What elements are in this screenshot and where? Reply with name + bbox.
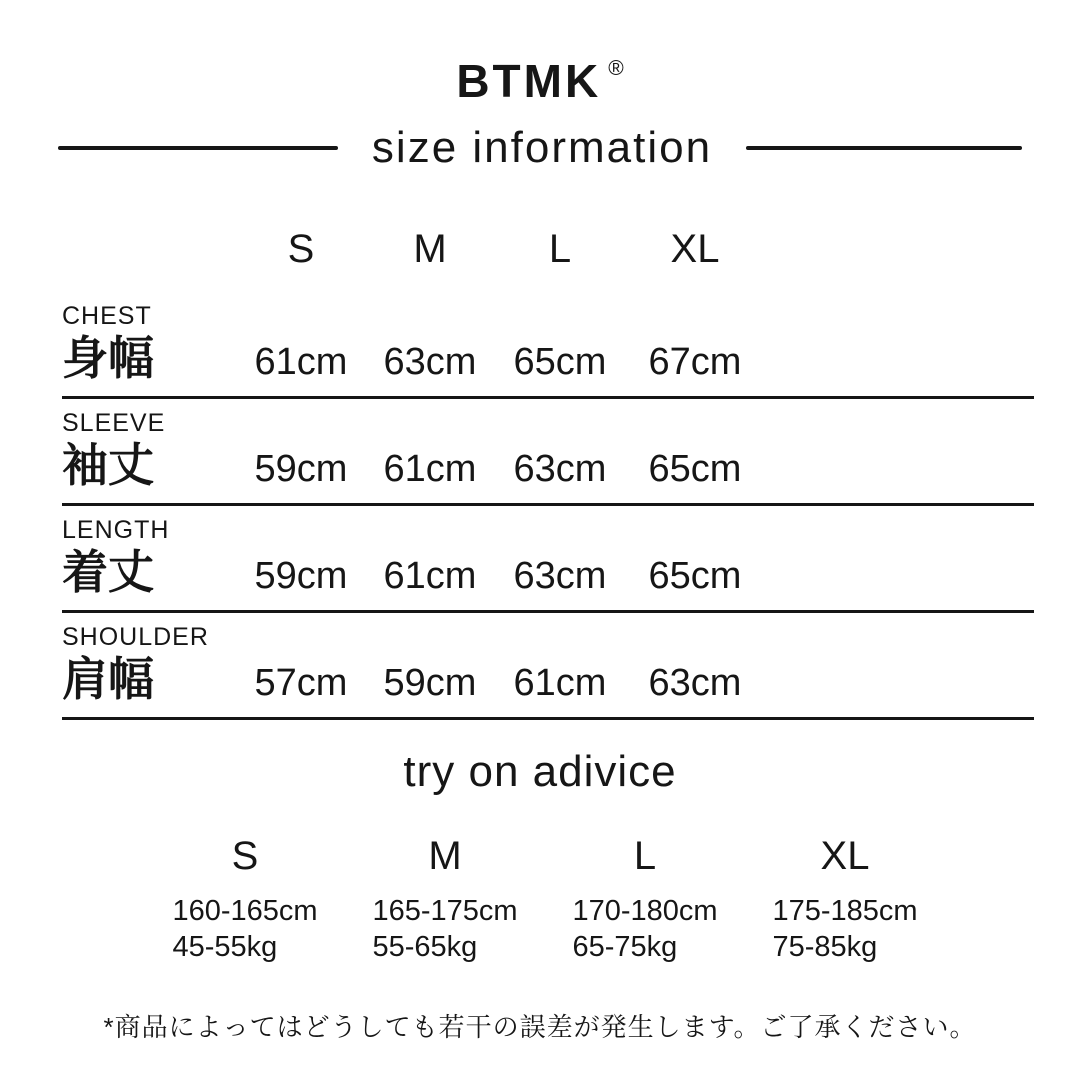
size-value: 59cm (254, 555, 348, 598)
row-label (62, 613, 237, 717)
size-value: 61cm (254, 341, 348, 384)
size-value: 65cm (513, 341, 607, 384)
tryon-block (572, 833, 717, 965)
row-label (62, 506, 237, 610)
size-column-header-s: S (287, 227, 315, 272)
page-title: size information (371, 122, 713, 172)
header-spacer (62, 227, 237, 272)
row-label-en: LENGTH (62, 516, 170, 545)
tryon-column-s (145, 833, 345, 965)
row-label-en: SLEEVE (62, 409, 166, 438)
section-title-row (0, 123, 1080, 174)
tryon-size-label: XL (820, 833, 870, 878)
brand-logo (0, 0, 1080, 107)
row-label (62, 399, 237, 503)
size-value: 67cm (648, 341, 742, 384)
size-column-header-m: M (413, 227, 447, 272)
title-rule-right (746, 146, 1022, 150)
row-filler (765, 506, 1034, 610)
tryon-height: 170-180cm (572, 894, 718, 927)
tryon-size-label: S (231, 833, 259, 878)
tryon-weight: 65-75kg (572, 930, 678, 963)
row-label-jp: 袖丈 (62, 439, 154, 492)
size-value: 63cm (513, 555, 607, 598)
table-row-length (62, 506, 1034, 613)
tryon-title: try on adivice (403, 747, 677, 797)
size-column-header-xl: XL (670, 227, 720, 272)
row-label-en: CHEST (62, 302, 152, 331)
size-table-header (62, 227, 1034, 272)
row-filler (765, 292, 1034, 396)
size-value: 59cm (383, 662, 477, 705)
size-value: 59cm (254, 448, 348, 491)
size-value: 63cm (648, 662, 742, 705)
table-row-chest (62, 292, 1034, 399)
tryon-block (172, 833, 317, 965)
tryon-size-label: L (633, 833, 657, 878)
size-value: 63cm (383, 341, 477, 384)
row-label-jp: 身幅 (62, 332, 154, 385)
size-value: 57cm (254, 662, 348, 705)
tryon-weight: 75-85kg (772, 930, 878, 963)
brand-name: BTMK (456, 55, 602, 107)
tryon-block (372, 833, 517, 965)
row-label (62, 292, 237, 396)
size-value: 63cm (513, 448, 607, 491)
registered-trademark-icon: ® (608, 57, 624, 80)
title-rule-left (58, 146, 338, 150)
tryon-weight: 45-55kg (172, 930, 278, 963)
row-label-en: SHOULDER (62, 623, 209, 652)
tryon-block (772, 833, 917, 965)
table-row-sleeve (62, 399, 1034, 506)
tryon-grid (145, 833, 1080, 965)
size-value: 61cm (513, 662, 607, 705)
size-value: 65cm (648, 555, 742, 598)
row-label-jp: 肩幅 (62, 653, 154, 706)
header-filler (765, 227, 1034, 272)
tryon-height: 175-185cm (772, 894, 918, 927)
row-filler (765, 613, 1034, 717)
tryon-size-label: M (428, 833, 462, 878)
tryon-height: 165-175cm (372, 894, 518, 927)
tryon-column-m (345, 833, 545, 965)
tryon-column-xl (745, 833, 945, 965)
size-value: 61cm (383, 448, 477, 491)
size-table (62, 227, 1034, 720)
tryon-column-l (545, 833, 745, 965)
tryon-weight: 55-65kg (372, 930, 478, 963)
size-value: 65cm (648, 448, 742, 491)
tryon-height: 160-165cm (172, 894, 318, 927)
footnote: *商品によってはどうしても若干の誤差が発生します。ご了承ください。 (103, 1011, 977, 1042)
row-filler (765, 399, 1034, 503)
table-row-shoulder (62, 613, 1034, 720)
size-column-header-l: L (548, 227, 572, 272)
row-label-jp: 着丈 (62, 546, 154, 599)
size-value: 61cm (383, 555, 477, 598)
